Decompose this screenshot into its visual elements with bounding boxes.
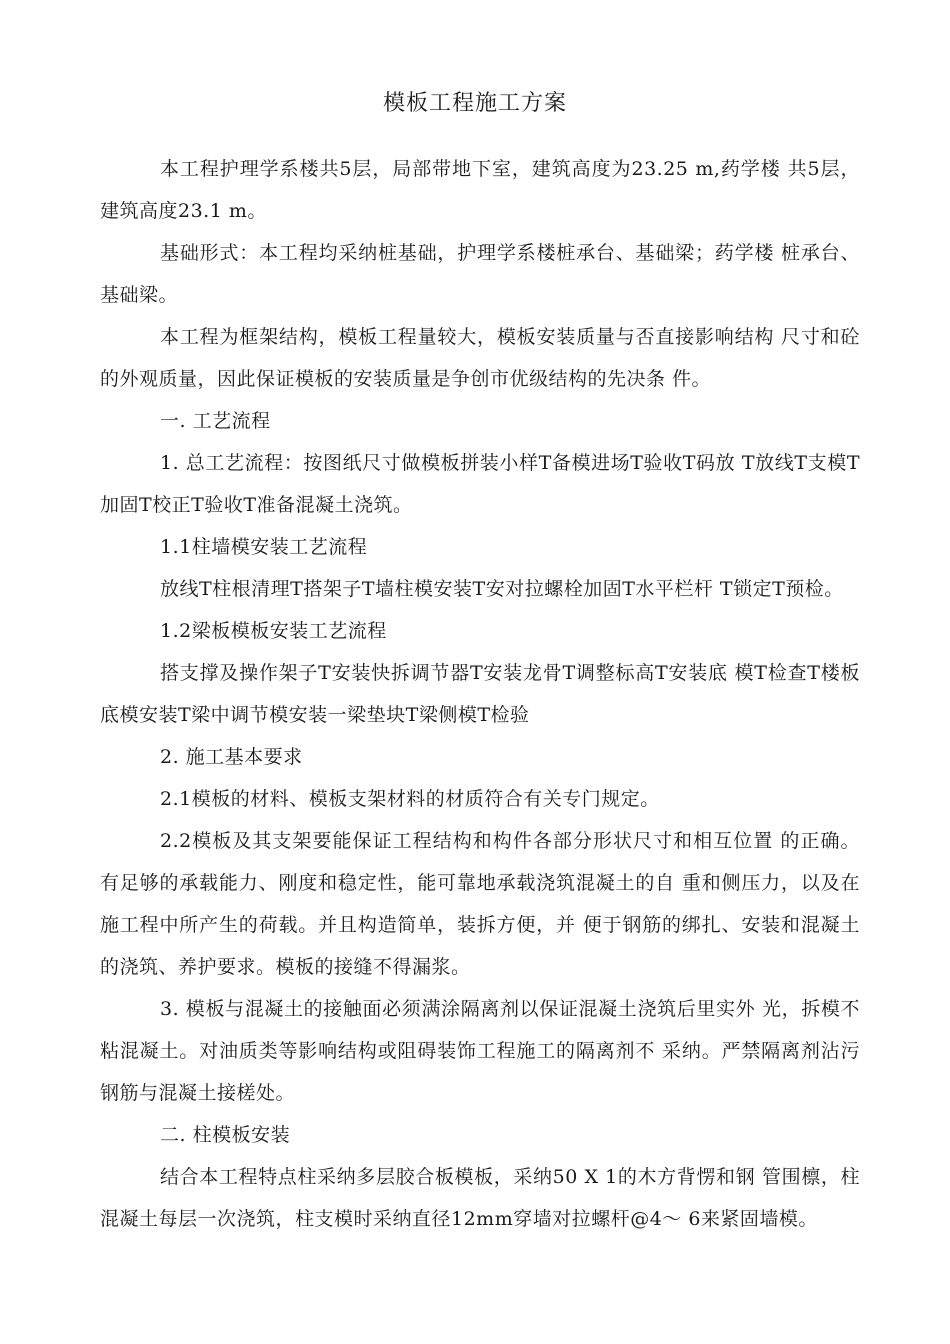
- paragraph-materials: 2.1模板的材料、模板支架材料的材质符合有关专门规定。: [160, 788, 660, 810]
- section-heading-process: 一. 工艺流程: [160, 410, 271, 432]
- paragraph-general-process: 1. 总工艺流程：按图纸尺寸做模板拼装小样T备模进场T验收T码放 T放线T支模T加固T校正T验收T准备混凝土浇筑。: [100, 452, 860, 516]
- paragraph-column-formwork: 结合本工程特点柱采纳多层胶合板模板，采纳50 X 1的木方背愣和钢 管围檩，柱混凝土每层一次浇筑，柱支模时采纳直径12mm穿墙对拉螺杆@4〜 6来紧固墙模。: [100, 1166, 860, 1230]
- paragraph-formwork-support: 2.2模板及其支架要能保证工程结构和构件各部分形状尺寸和相互位置 的正确。有足够的承载能力、刚度和稳定性，能可靠地承载浇筑混凝土的自 重和侧压力，以及在施工程中所产生的荷载。并且构造简单，装拆方便，并 便于钢筋的绑扎、安装和混凝土的浇筑、养护要求。模板的接缝不得漏浆。: [100, 830, 860, 978]
- paragraph-structure: 本工程为框架结构，模板工程量较大，模板安装质量与否直接影响结构 尺寸和砼的外观质量，因此保证模板的安装质量是争创市优级结构的先决条 件。: [100, 326, 860, 390]
- section-heading-column-formwork: 二. 柱模板安装: [160, 1124, 291, 1146]
- section-heading-requirements: 2. 施工基本要求: [160, 746, 303, 768]
- paragraph-column-wall-process: 放线T柱根清理T搭架子T墙柱模安装T安对拉螺栓加固T水平栏杆 T锁定T预检。: [160, 578, 844, 600]
- document-title: 模板工程施工方案: [382, 91, 567, 116]
- paragraph-foundation: 基础形式：本工程均采纳桩基础，护理学系楼桩承台、基础梁；药学楼 桩承台、基础梁。: [100, 242, 860, 306]
- paragraph-release-agent: 3. 模板与混凝土的接触面必须满涂隔离剂以保证混凝土浇筑后里实外 光，拆模不粘混凝土。对油质类等影响结构或阻碍装饰工程施工的隔离剂不 采纳。严禁隔离剂沾污钢筋与混凝土接槎处。: [100, 998, 860, 1104]
- paragraph-building-info: 本工程护理学系楼共5层，局部带地下室，建筑高度为23.25 m,药学楼 共5层，建筑高度23.1 m。: [100, 158, 860, 222]
- paragraph-beam-slab-process: 搭支撑及操作架子T安装快拆调节器T安装龙骨T调整标高T安装底 模T检查T楼板底模安装T梁中调节模安装一梁垫块T梁侧模T检验: [100, 662, 860, 726]
- subheading-column-wall: 1.1柱墙模安装工艺流程: [160, 536, 368, 558]
- document-body: [100, 148, 860, 1240]
- subheading-beam-slab: 1.2梁板模板安装工艺流程: [160, 620, 387, 642]
